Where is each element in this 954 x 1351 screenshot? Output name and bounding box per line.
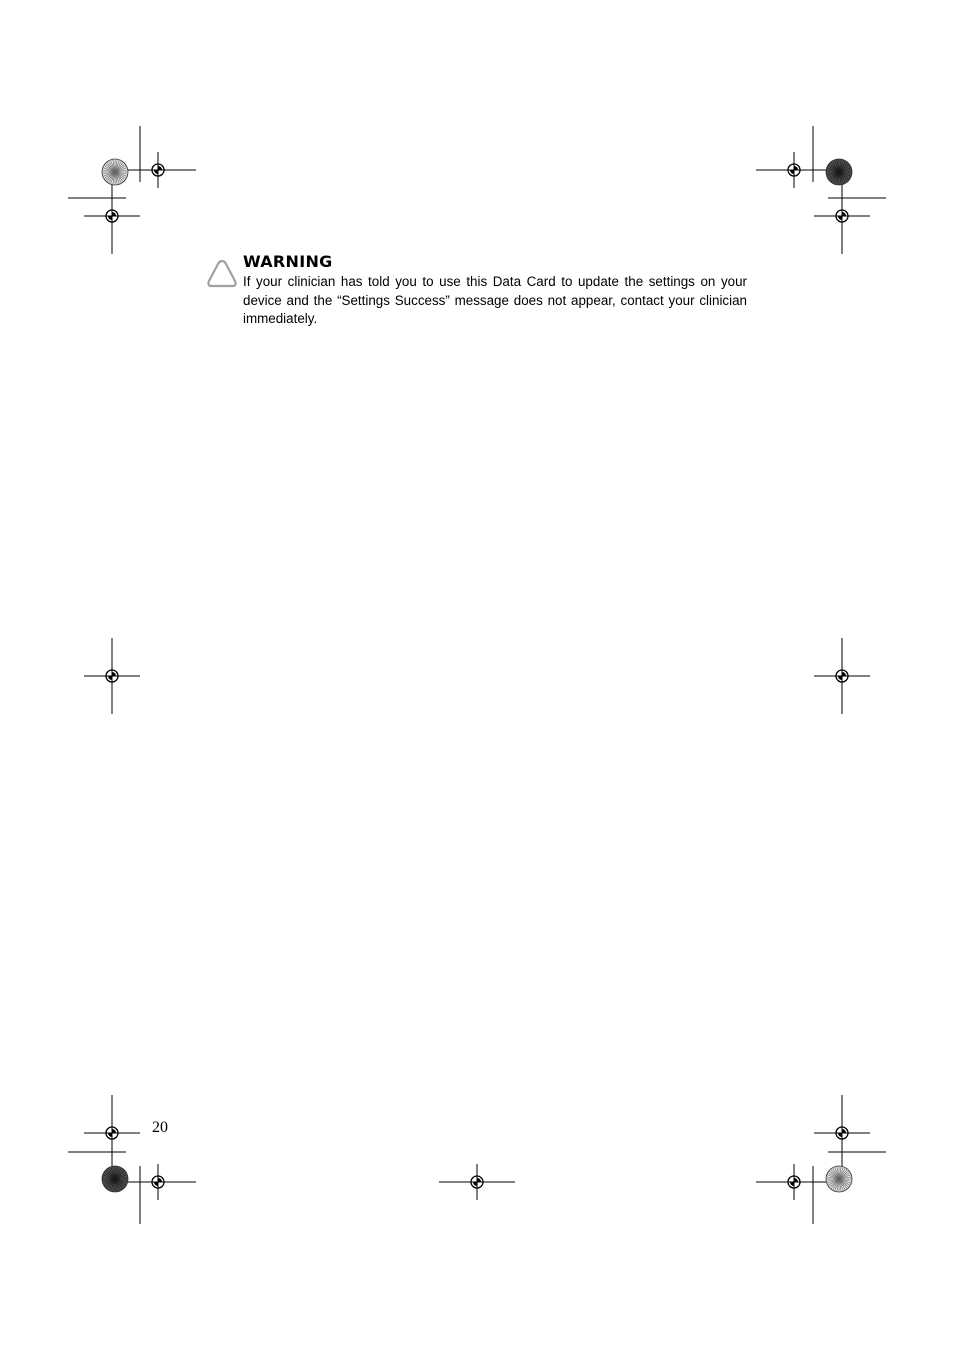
registration-mark xyxy=(814,638,870,714)
registration-mark xyxy=(120,1164,196,1200)
color-target xyxy=(102,1166,128,1192)
registration-mark xyxy=(120,152,196,188)
caution-triangle-icon xyxy=(206,258,238,290)
registration-mark xyxy=(84,1095,140,1171)
registration-mark xyxy=(814,178,870,254)
color-target xyxy=(826,159,852,185)
registration-mark xyxy=(814,1095,870,1171)
registration-mark xyxy=(84,178,140,254)
registration-mark xyxy=(756,152,832,188)
registration-mark xyxy=(439,1164,515,1200)
warning-title: WARNING xyxy=(243,252,333,271)
color-target xyxy=(826,1166,852,1192)
registration-mark xyxy=(84,638,140,714)
color-target xyxy=(102,159,128,185)
registration-mark xyxy=(756,1164,832,1200)
warning-text: If your clinician has told you to use this Data Card to update the settings on your device and the “Settings Success” message does not appear, contact your clinician immediately. xyxy=(243,274,747,327)
page-number: 20 xyxy=(152,1119,168,1136)
